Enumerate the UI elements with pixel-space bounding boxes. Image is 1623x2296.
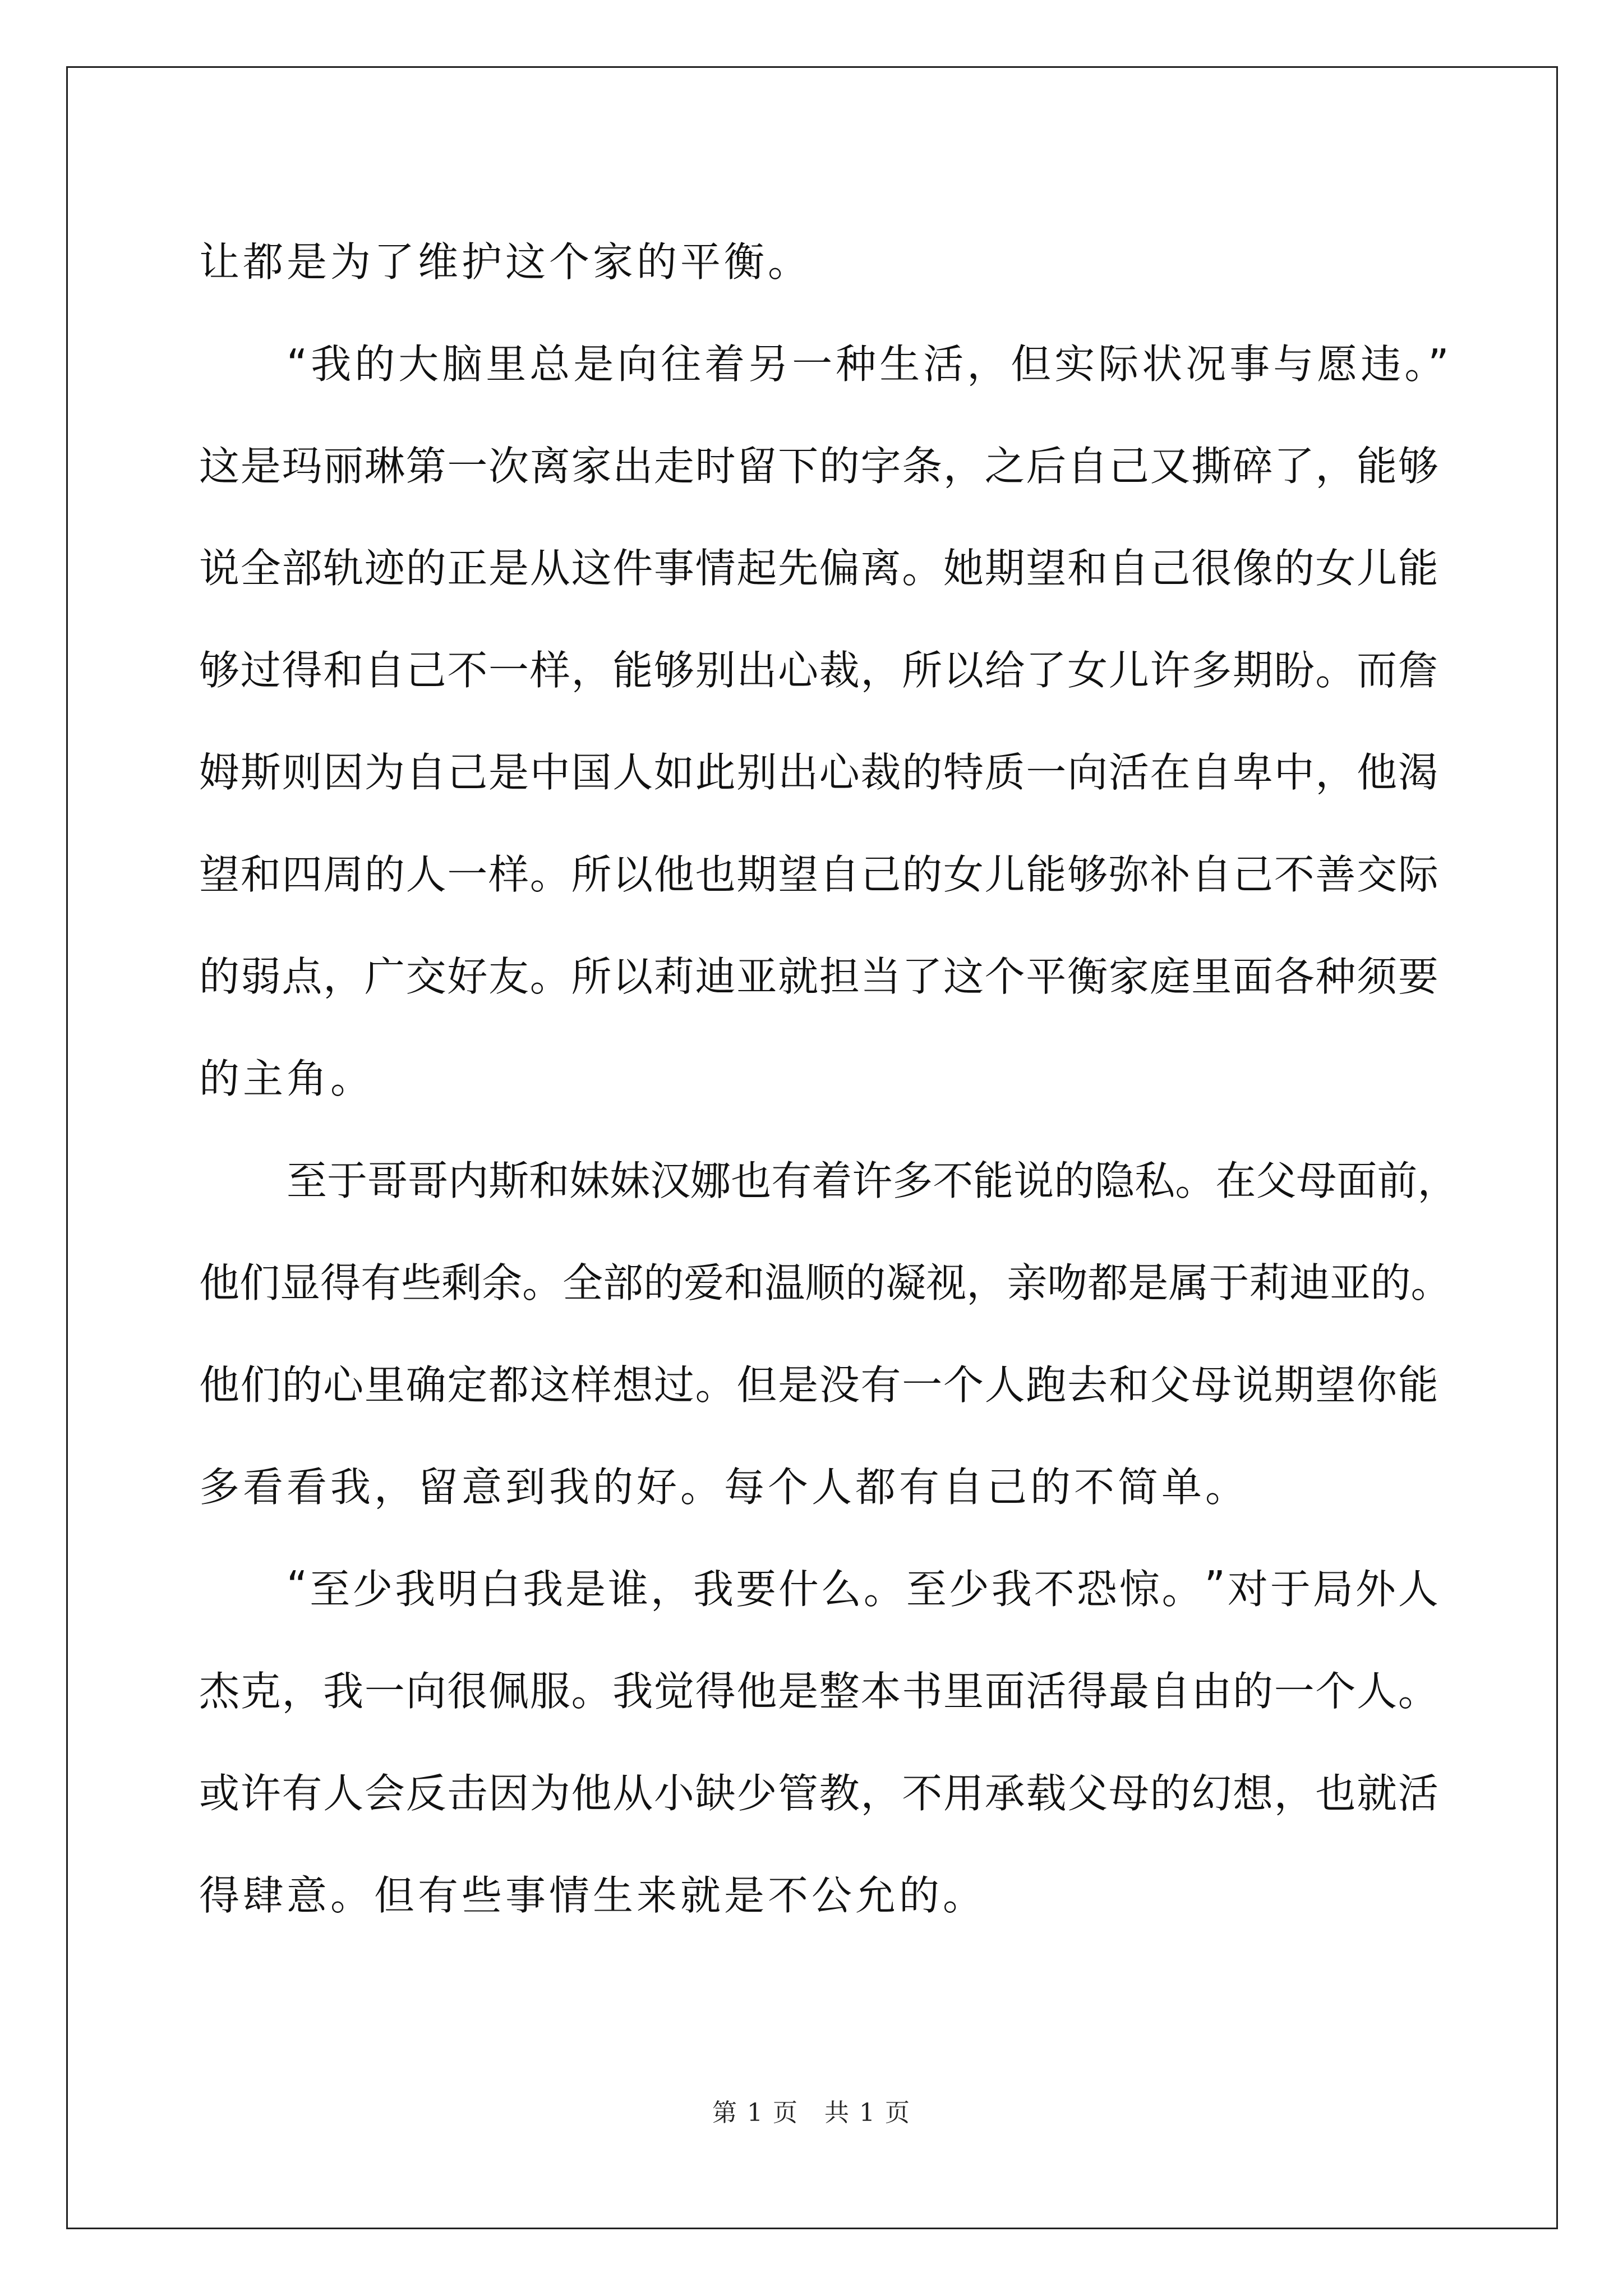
text-line: 的 弱 点 ， 广 交 好 友 。 所 以 莉 迪 亚 就 担 当 了 这 个 平 衡 家 庭 里 面 各 种 须 要 xyxy=(199,953,1438,1000)
text-line: 多看看我，留意到我的好。每个人都有自己的不简单。 xyxy=(199,1464,1249,1511)
text-line: 姆 斯 则 因 为 自 己 是 中 国 人 如 此 别 出 心 裁 的 特 质 一 向 活 在 自 卑 中 ， 他 渴 xyxy=(199,749,1438,796)
text-line: 望 和 四 周 的 人 一 样 。 所 以 他 也 期 望 自 己 的 女 儿 能 够 弥 补 自 己 不 善 交 际 xyxy=(199,851,1438,898)
text-line: 够 过 得 和 自 己 不 一 样 ， 能 够 别 出 心 裁 ， 所 以 给 了 女 儿 许 多 期 盼 。 而 詹 xyxy=(199,647,1438,694)
text-line: 得肆意。但有些事情生来就是不公允的。 xyxy=(199,1872,987,1919)
text-line: “ 至 少 我 明 白 我 是 谁 ， 我 要 什 么 。 至 少 我 不 恐 惊 。 ” 对 于 局 外 人 xyxy=(287,1562,1438,1613)
text-line: 说 全 部 轨 迹 的 正 是 从 这 件 事 情 起 先 偏 离 。 她 期 望 和 自 己 很 像 的 女 儿 能 xyxy=(199,545,1438,592)
text-line: 或 许 有 人 会 反 击 因 为 他 从 小 缺 少 管 教 ， 不 用 承 载 父 母 的 幻 想 ， 也 就 活 xyxy=(199,1770,1438,1817)
page-footer: 第 1 页 共 1 页 xyxy=(712,2099,911,2127)
text-line: 的主角。 xyxy=(199,1055,375,1102)
text-line: 至 于 哥 哥 内 斯 和 妹 妹 汉 娜 也 有 着 许 多 不 能 说 的 隐 私 。 在 父 母 面 前 ， xyxy=(287,1157,1458,1204)
text-line: 这 是 玛 丽 琳 第 一 次 离 家 出 走 时 留 下 的 字 条 ， 之 后 自 己 又 撕 碎 了 ， 能 够 xyxy=(199,443,1438,490)
text-line: 他 们 显 得 有 些 剩 余 。 全 部 的 爱 和 温 顺 的 凝 视 ， 亲 吻 都 是 属 于 莉 迪 亚 的 。 xyxy=(199,1259,1451,1306)
text-line: 他 们 的 心 里 确 定 都 这 样 想 过 。 但 是 没 有 一 个 人 跑 去 和 父 母 说 期 望 你 能 xyxy=(199,1361,1438,1409)
document-body xyxy=(199,208,1458,1943)
text-line: 让都是为了维护这个家的平衡。 xyxy=(199,238,812,286)
text-line: “我的大脑里总是向往着另一种生活，但实际状况事与愿违。” xyxy=(287,341,1453,388)
text-line: 杰 克 ， 我 一 向 很 佩 服 。 我 觉 得 他 是 整 本 书 里 面 活 得 最 自 由 的 一 个 人 。 xyxy=(199,1668,1438,1715)
